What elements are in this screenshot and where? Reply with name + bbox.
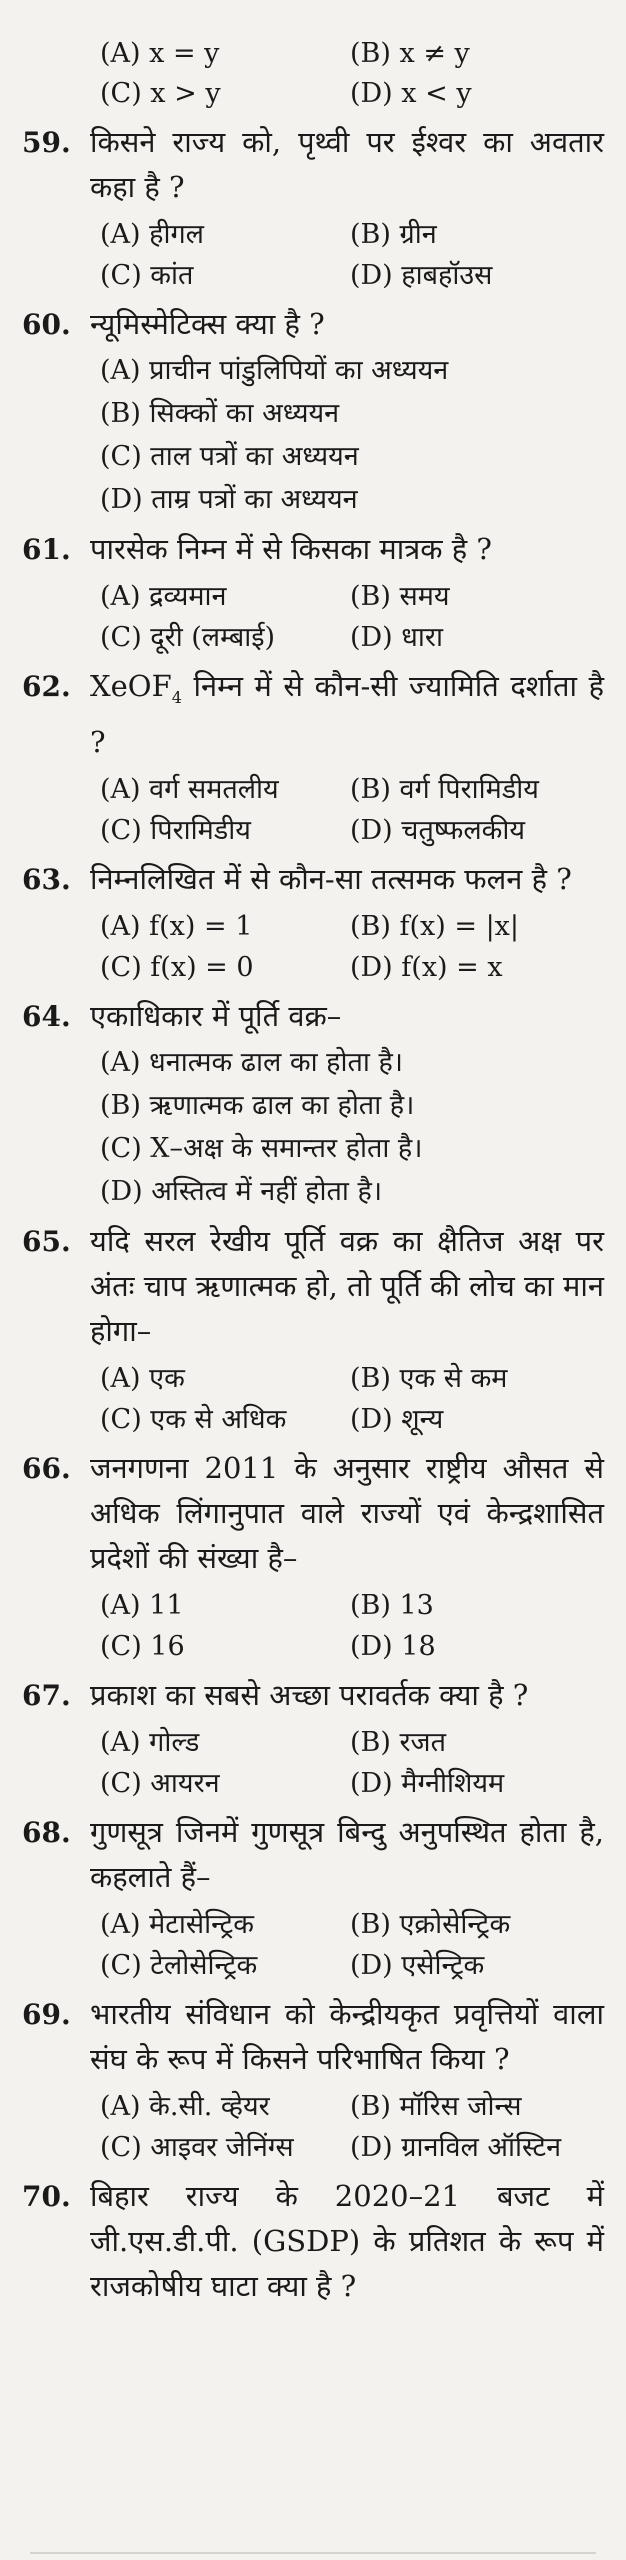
question-62 xyxy=(22,664,604,765)
option: (A) मेटासेन्ट्रिक xyxy=(100,1908,254,1940)
option: (B) एक्रोसेन्ट्रिक xyxy=(350,1908,511,1940)
question-text: पारसेक निम्न में से किसका मात्रक है ? xyxy=(90,532,492,566)
subscript: 4 xyxy=(171,687,182,707)
top-options xyxy=(22,34,604,114)
options xyxy=(22,1358,604,1440)
question-text: गुणसूत्र जिनमें गुणसूत्र बिन्दु अनुपस्थित होता है, कहलाते हैं– xyxy=(90,1814,604,1894)
option: (B) f(x) = |x| xyxy=(350,910,519,942)
option: (A) द्रव्यमान xyxy=(100,581,227,612)
option: (D) एसेन्ट्रिक xyxy=(350,1949,485,1981)
options xyxy=(22,576,604,658)
option: (B) 13 xyxy=(350,1589,434,1621)
question-60 xyxy=(22,302,604,347)
question-number: 62. xyxy=(22,670,71,703)
option: (A) के.सी. व्हेयर xyxy=(100,2090,270,2122)
question-number: 61. xyxy=(22,533,71,566)
option: (D) x < y xyxy=(350,78,472,109)
option: (D) धारा xyxy=(350,622,443,653)
question-text xyxy=(90,664,604,765)
question-number: 60. xyxy=(22,308,71,341)
question-number: 65. xyxy=(22,1224,71,1258)
option: (D) चतुष्फलकीय xyxy=(350,814,526,846)
question-68 xyxy=(22,1810,604,1900)
question-64 xyxy=(22,994,604,1039)
option: (C) X–अक्ष के समान्तर होता है। xyxy=(100,1132,423,1164)
option: (C) x > y xyxy=(100,78,221,109)
question-list xyxy=(22,120,604,2309)
options xyxy=(22,1041,604,1213)
question-text: एकाधिकार में पूर्ति वक्र– xyxy=(90,998,342,1033)
question-70 xyxy=(22,2174,604,2309)
question-number: 67. xyxy=(22,1678,71,1712)
option: (A) x = y xyxy=(100,38,220,69)
option: (C) पिरामिडीय xyxy=(100,814,251,846)
question-66 xyxy=(22,1446,604,1581)
option: (D) ताम्र पत्रों का अध्ययन xyxy=(100,484,358,515)
option: (B) x ≠ y xyxy=(350,38,470,69)
options xyxy=(22,906,604,988)
question-text: किसने राज्य को, पृथ्वी पर ईश्वर का अवतार कहा है ? xyxy=(90,125,604,204)
question-text: जनगणना 2011 के अनुसार राष्ट्रीय औसत से अधिक लिंगानुपात वाले राज्यों एवं केन्द्रशासित प्रदेशों की संख्या है– xyxy=(90,1450,604,1575)
option: (B) एक से कम xyxy=(350,1362,508,1394)
question-text-part: XeOF xyxy=(90,669,172,703)
question-text: निम्नलिखित में से कौन-सा तत्समक फलन है ? xyxy=(90,861,572,896)
option: (C) दूरी (लम्बाई) xyxy=(100,622,276,653)
option: (D) ग्रानविल ऑस्टिन xyxy=(350,2131,562,2163)
question-number: 66. xyxy=(22,1451,71,1485)
options xyxy=(22,214,604,296)
option: (D) अस्तित्व में नहीं होता है। xyxy=(100,1175,383,1207)
question-number: 59. xyxy=(22,126,71,159)
option: (C) एक से अधिक xyxy=(100,1403,287,1435)
option: (B) समय xyxy=(350,581,450,612)
option: (D) f(x) = x xyxy=(350,951,503,983)
question-text: न्यूमिस्मेटिक्स क्या है ? xyxy=(90,307,325,341)
question-text: यदि सरल रेखीय पूर्ति वक्र का क्षैतिज अक्ष पर अंतः चाप ऋणात्मक हो, तो पूर्ति की लोच का मान होगा– xyxy=(90,1223,604,1348)
option: (C) f(x) = 0 xyxy=(100,951,254,983)
options xyxy=(22,769,604,851)
question-65 xyxy=(22,1219,604,1354)
option: (A) वर्ग समतलीय xyxy=(100,773,279,805)
option: (A) धनात्मक ढाल का होता है। xyxy=(100,1046,404,1078)
question-text: बिहार राज्य के 2020–21 बजट में जी.एस.डी.पी. (GSDP) के प्रतिशत के रूप में राजकोषीय घाटा क्या है ? xyxy=(90,2178,604,2303)
option: (A) हीगल xyxy=(100,219,204,250)
option: (B) सिक्कों का अध्ययन xyxy=(100,398,340,429)
option: (D) हाबहॉउस xyxy=(350,260,493,291)
option: (B) मॉरिस जोन्स xyxy=(350,2090,522,2122)
option: (A) एक xyxy=(100,1362,185,1394)
option: (C) कांत xyxy=(100,260,194,291)
options xyxy=(22,1904,604,1986)
question-number: 64. xyxy=(22,999,71,1033)
question-text: भारतीय संविधान को केन्द्रीयकृत प्रवृत्तियों वाला संघ के रूप में किसने परिभाषित किया ? xyxy=(90,1996,604,2076)
options xyxy=(22,1722,604,1804)
option: (A) f(x) = 1 xyxy=(100,910,253,942)
option: (D) मैग्नीशियम xyxy=(350,1767,505,1799)
option: (D) 18 xyxy=(350,1630,436,1662)
option: (C) टेलोसेन्ट्रिक xyxy=(100,1949,258,1981)
question-61 xyxy=(22,527,604,572)
option: (C) आयरन xyxy=(100,1767,220,1799)
question-69 xyxy=(22,1992,604,2082)
option: (A) गोल्ड xyxy=(100,1726,200,1758)
question-number: 68. xyxy=(22,1815,71,1849)
option: (B) ग्रीन xyxy=(350,219,437,250)
question-number: 63. xyxy=(22,862,71,896)
option: (D) शून्य xyxy=(350,1403,444,1435)
option: (A) 11 xyxy=(100,1589,184,1621)
options xyxy=(22,2086,604,2168)
question-number: 70. xyxy=(22,2179,71,2213)
option: (C) 16 xyxy=(100,1630,185,1662)
question-67 xyxy=(22,1673,604,1718)
question-text-part: निम्न में से कौन-सी ज्यामिति दर्शाता है ? xyxy=(90,669,604,759)
question-63 xyxy=(22,857,604,902)
option: (A) प्राचीन पांडुलिपियों का अध्ययन xyxy=(100,355,449,386)
option: (C) आइवर जेनिंग्स xyxy=(100,2131,294,2163)
question-59 xyxy=(22,120,604,210)
options xyxy=(22,349,604,521)
option: (B) ऋणात्मक ढाल का होता है। xyxy=(100,1089,415,1121)
page-bottom-divider xyxy=(30,2552,596,2554)
option: (C) ताल पत्रों का अध्ययन xyxy=(100,441,359,472)
question-number: 69. xyxy=(22,1997,71,2031)
options xyxy=(22,1585,604,1667)
option: (B) वर्ग पिरामिडीय xyxy=(350,773,539,805)
option: (B) रजत xyxy=(350,1726,446,1758)
question-text: प्रकाश का सबसे अच्छा परावर्तक क्या है ? xyxy=(90,1677,529,1712)
